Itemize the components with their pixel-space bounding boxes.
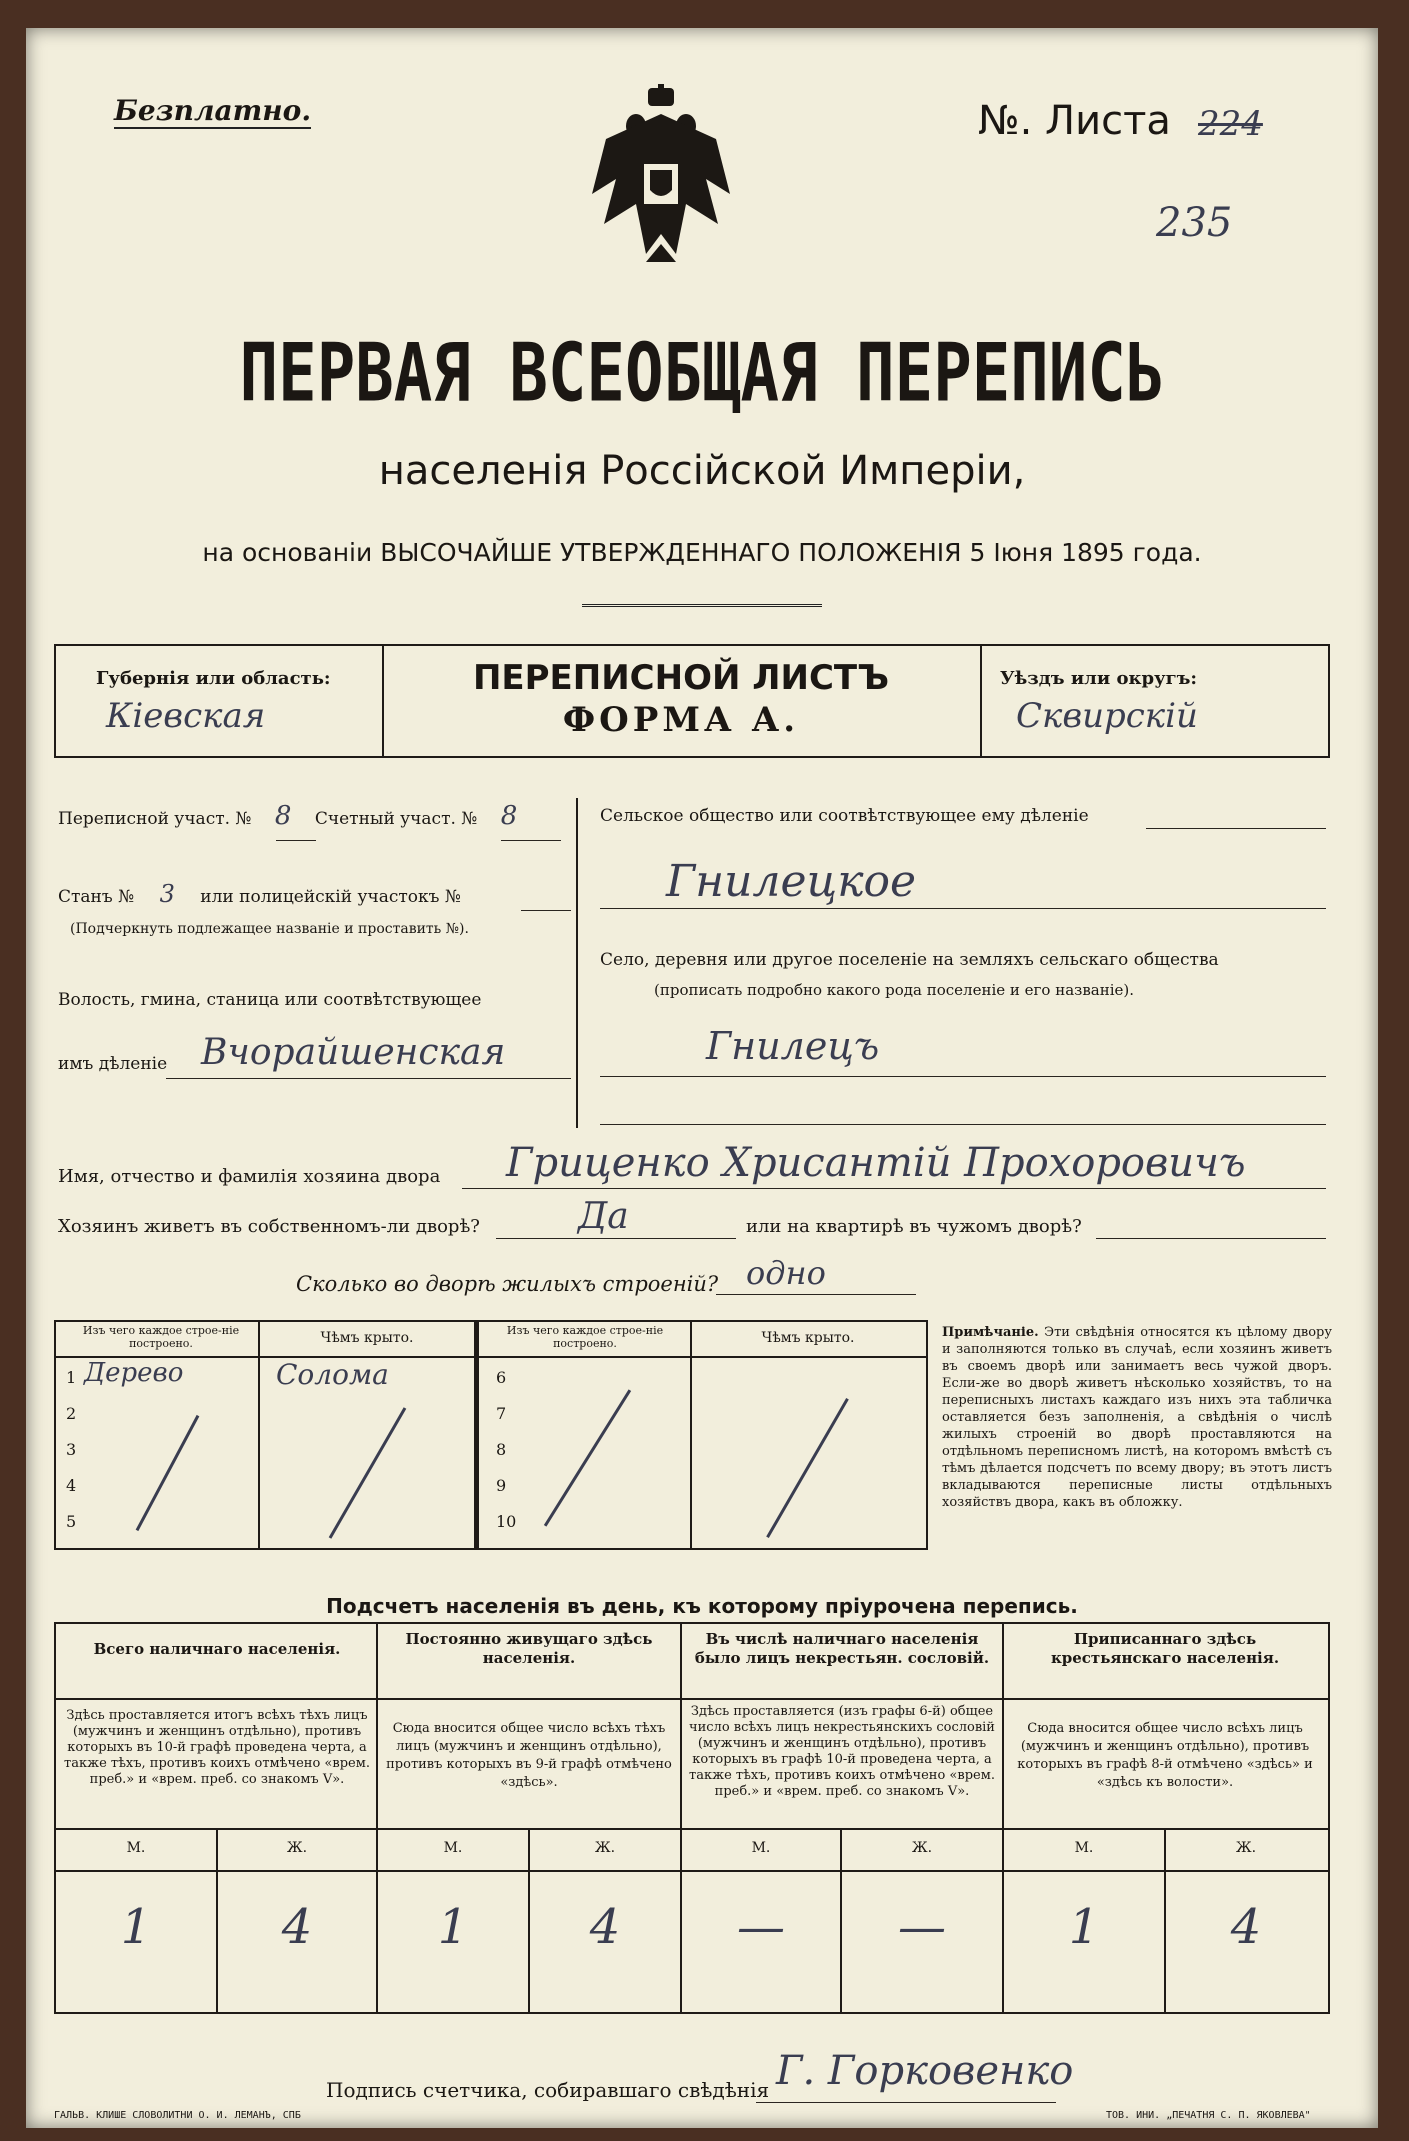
volost-label-2: имъ дѣленіе — [58, 1054, 168, 1074]
pop-col3-desc: Здѣсь проставляется (изъ графы 6-й) общее число всѣхъ лицъ некрестьянскихъ сословій (мужчинъ и женщинъ отдѣльно), противъ которыхъ въ графѣ 10-й проведена черта, а также тѣхъ, противъ коихъ отмѣчено «врем. преб.» и «врем. преб. со знакомъ V». — [689, 1704, 995, 1799]
row-num-8: 8 — [496, 1440, 507, 1459]
row1-roof: Солома — [276, 1358, 389, 1391]
own-yard-value: Да — [578, 1196, 629, 1237]
pop-col4-zh-value: 4 — [1230, 1899, 1262, 1955]
count-district-label: Счетный участ. № — [314, 809, 478, 829]
col-roof-right: Чѣмъ крыто. — [761, 1330, 855, 1346]
sheet-number-label: №. Листа — [978, 98, 1171, 144]
print-credit-left: ГАЛЬВ. КЛИШЕ СЛОВОЛИТНИ О. И. ЛЕМАНЪ, СПБ — [54, 2110, 301, 2121]
pop-col4-m-value: 1 — [1068, 1899, 1100, 1955]
rented-label: или на квартирѣ въ чужомъ дворѣ? — [746, 1216, 1082, 1237]
rural-society-label: Сельское общество или соотвѣтствующее ему дѣленіе — [600, 806, 1089, 826]
form-subtitle: ФОРМА А. — [562, 700, 800, 740]
row-num-4: 4 — [66, 1476, 77, 1495]
col-material-right: Изъ чего каждое строе-ніе построено. — [506, 1324, 664, 1350]
census-district-label: Переписной участ. № — [58, 809, 252, 829]
ornament-divider — [582, 604, 822, 607]
signature-value: Г. Горковенко — [776, 2048, 1074, 2094]
pop-col2-m-label: М. — [443, 1840, 463, 1856]
buildings-value: одно — [746, 1254, 826, 1292]
pop-col3-zh-value: — — [898, 1899, 946, 1955]
count-district-value: 8 — [500, 801, 518, 831]
row-num-9: 9 — [496, 1476, 507, 1495]
census-sheet — [26, 28, 1378, 2128]
eagle-emblem-icon — [586, 84, 736, 274]
owner-label: Имя, отчество и фамилія хозяина двора — [58, 1166, 441, 1187]
pop-col2-desc: Сюда вносится общее число всѣхъ тѣхъ лицъ (мужчинъ и женщинъ отдѣльно), противъ которыхъ въ 9-й графѣ отмѣчено «здѣсь». — [386, 1721, 672, 1790]
pop-col1-m-value: 1 — [120, 1899, 152, 1955]
row-num-7: 7 — [496, 1404, 507, 1423]
volost-value: Вчорайшенская — [201, 1032, 506, 1073]
police-label: или полицейскій участокъ № — [200, 887, 461, 907]
uezd-label: Уѣздъ или округъ: — [1000, 668, 1198, 689]
pop-col3-m-label: М. — [751, 1840, 771, 1856]
subtitle: населенія Россійской Имперіи, — [378, 448, 1026, 494]
stan-note: (Подчеркнуть подлежащее названіе и проставить №). — [70, 921, 469, 937]
pop-col2-title: Постоянно живущаго здѣсь населенія. — [405, 1630, 653, 1667]
note-text: Эти свѣдѣнія относятся къ цѣлому двору и заполняются только въ случаѣ, если хозяинъ живетъ въ своемъ дворѣ или занимаетъ весь чужой дворъ. Если-же во дворѣ живетъ нѣсколько хозяйствъ, то на переписныхъ листахъ каждаго изъ нихъ эта табличка оставляется безъ заполненія, а свѣдѣнія о числѣ жилыхъ строеній во дворѣ проставляются на отдѣльномъ переписномъ листѣ, на которомъ вмѣстѣ съ тѣмъ дѣлается подсчетъ по всему двору; въ этотъ листъ вкладываются переписные листы отдѣльныхъ хозяйствъ двора, какъ въ обложку. — [942, 1325, 1333, 1510]
basis-line: на основаніи ВЫСОЧАЙШЕ УТВЕРЖДЕННАГО ПОЛОЖЕНІЯ 5 Іюня 1895 года. — [202, 538, 1202, 567]
stan-value: 3 — [159, 880, 175, 908]
population-heading: Подсчетъ населенія въ день, къ которому пріурочена перепись. — [326, 1594, 1078, 1618]
pop-col3-zh-label: Ж. — [911, 1840, 933, 1856]
signature-label: Подпись счетчика, собиравшаго свѣдѣнія — [326, 2078, 770, 2102]
free-label: Безплатно. — [114, 94, 312, 127]
form-title: ПЕРЕПИСНОЙ ЛИСТЪ — [472, 658, 890, 698]
note-title: Примѣчаніе. — [942, 1325, 1039, 1340]
population-table — [54, 1622, 1330, 2014]
row-num-3: 3 — [66, 1440, 77, 1459]
stan-label: Станъ № — [58, 887, 135, 907]
pop-col2-zh-value: 4 — [589, 1899, 621, 1955]
village-label: Село, деревня или другое поселеніе на земляхъ сельскаго общества — [600, 950, 1219, 970]
pop-col1-m-label: М. — [126, 1840, 146, 1856]
print-credit-right: ТОВ. ИНИ. „ПЕЧАТНЯ С. П. ЯКОВЛЕВА" — [1106, 2110, 1311, 2121]
row-num-5: 5 — [66, 1512, 77, 1531]
village-value: Гнилецъ — [706, 1024, 880, 1068]
row-num-2: 2 — [66, 1404, 77, 1423]
guberniya-label: Губернія или область: — [96, 668, 331, 689]
row-num-6: 6 — [496, 1368, 507, 1387]
pop-col2-m-value: 1 — [437, 1899, 469, 1955]
village-note: (прописать подробно какого рода поселеніе и его названіе). — [654, 981, 1134, 999]
pop-col3-m-value: — — [737, 1899, 785, 1955]
pop-col1-zh-label: Ж. — [286, 1840, 308, 1856]
pop-col1-zh-value: 4 — [281, 1899, 313, 1955]
pop-col4-desc: Сюда вносится общее число всѣхъ лицъ (мужчинъ и женщинъ отдѣльно), противъ которыхъ въ графѣ 8-й отмѣчено «здѣсь» и «здѣсь къ волости». — [1017, 1721, 1313, 1790]
pop-col2-zh-label: Ж. — [594, 1840, 616, 1856]
pop-col1-desc: Здѣсь проставляется итогъ всѣхъ тѣхъ лицъ (мужчинъ и женщинъ отдѣльно), противъ которыхъ въ 10-й графѣ проведена черта, а также тѣхъ, противъ коихъ отмѣчено «врем. преб.» и «врем. преб. со знакомъ V». — [64, 1708, 370, 1787]
pop-col4-m-label: М. — [1074, 1840, 1094, 1856]
sheet-number-new: 235 — [1156, 200, 1233, 246]
row1-material: Дерево — [84, 1358, 184, 1388]
volost-label-1: Волость, гмина, станица или соотвѣтствующее — [58, 990, 482, 1010]
own-yard-label: Хозяинъ живетъ въ собственномъ-ли дворѣ? — [58, 1216, 480, 1237]
pop-col4-zh-label: Ж. — [1235, 1840, 1257, 1856]
buildings-label: Сколько во дворѣ жилыхъ строеній? — [296, 1272, 719, 1296]
sheet-number-old: 224 — [1198, 104, 1263, 144]
note-block — [942, 1324, 1332, 1511]
col-material-left: Изъ чего каждое строе-ніе построено. — [82, 1324, 240, 1350]
col-roof-left: Чѣмъ крыто. — [320, 1330, 414, 1346]
row-num-1: 1 — [66, 1368, 77, 1387]
rural-society-value: Гнилецкое — [666, 856, 917, 907]
pop-col3-title: Въ числѣ наличнаго населенія было лицъ некрестьян. сословій. — [694, 1630, 990, 1667]
pop-col4-title: Приписаннаго здѣсь крестьянскаго населенія. — [1050, 1630, 1280, 1667]
pop-col1-title: Всего наличнаго населенія. — [93, 1640, 341, 1658]
uezd-value: Сквирскій — [1016, 696, 1198, 736]
guberniya-value: Кіевская — [106, 696, 266, 736]
row-num-10: 10 — [496, 1512, 517, 1531]
owner-value: Гриценко Хрисантій Прохоровичъ — [506, 1140, 1246, 1186]
census-district-value: 8 — [274, 801, 292, 831]
main-title: ПЕРВАЯ ВСЕОБЩАЯ ПЕРЕПИСЬ — [239, 328, 1165, 421]
